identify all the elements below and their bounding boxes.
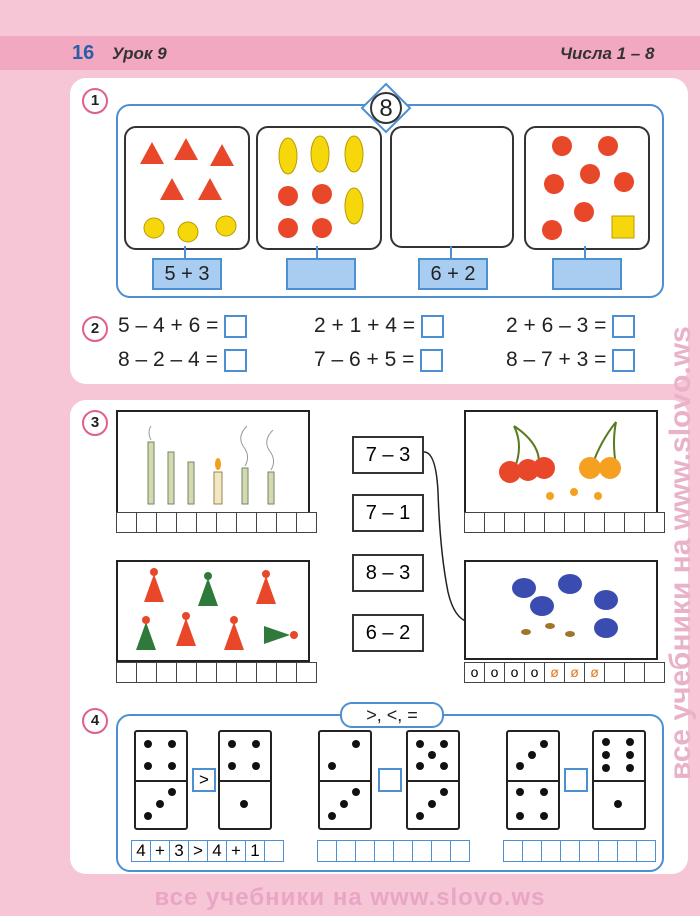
topic-title: Числа 1 – 8 xyxy=(560,44,655,63)
expression-label: 6 + 2 xyxy=(418,258,488,290)
side-watermark: все учебники на www.slovo.ws xyxy=(664,326,697,780)
candles-picture xyxy=(116,410,310,514)
task-number-3: 3 xyxy=(82,410,108,436)
domino xyxy=(592,730,646,830)
target-number: 8 xyxy=(379,95,393,122)
matching-line xyxy=(420,448,470,628)
expression-label-blank[interactable] xyxy=(286,258,356,290)
compare-box[interactable] xyxy=(564,768,588,792)
expression-box[interactable]: 8 – 3 xyxy=(352,554,424,592)
connector xyxy=(316,246,318,258)
connector xyxy=(450,246,452,258)
answer-cells[interactable] xyxy=(318,840,470,862)
expression-box[interactable]: 6 – 2 xyxy=(352,614,424,652)
expression-box[interactable]: 7 – 3 xyxy=(352,436,424,474)
signs-badge: >, <, = xyxy=(340,702,444,728)
answer-cells[interactable] xyxy=(504,840,656,862)
plums-answer-cells[interactable]: o o o o ø ø ø xyxy=(465,662,665,683)
equation: 5 – 4 + 6 = xyxy=(118,314,247,338)
cones-answer-cells[interactable] xyxy=(117,662,317,683)
answer-box[interactable] xyxy=(421,315,444,338)
candles-answer-cells[interactable] xyxy=(117,512,317,533)
written-comparison[interactable]: 4 + 3 > 4 + 1 xyxy=(132,840,284,862)
answer-box[interactable] xyxy=(420,349,443,372)
compare-box[interactable]: > xyxy=(192,768,216,792)
cones-picture xyxy=(116,560,310,662)
domino xyxy=(218,730,272,830)
task-number-1: 1 xyxy=(82,88,108,114)
cherries-answer-cells[interactable] xyxy=(465,512,665,533)
answer-box[interactable] xyxy=(612,315,635,338)
task-number-2: 2 xyxy=(82,316,108,342)
domino xyxy=(318,730,372,830)
domino xyxy=(406,730,460,830)
panel-circles-square xyxy=(524,126,650,250)
equation: 2 + 6 – 3 = xyxy=(506,314,635,338)
plums-picture xyxy=(464,560,658,660)
page-number: 16 xyxy=(72,42,95,64)
answer-box[interactable] xyxy=(612,349,635,372)
task-number-4: 4 xyxy=(82,708,108,734)
expression-label-blank[interactable] xyxy=(552,258,622,290)
equation: 8 – 2 – 4 = xyxy=(118,348,247,372)
expression-box[interactable]: 7 – 1 xyxy=(352,494,424,532)
answer-box[interactable] xyxy=(224,349,247,372)
equation: 8 – 7 + 3 = xyxy=(506,348,635,372)
panel-empty xyxy=(390,126,514,248)
answer-box[interactable] xyxy=(224,315,247,338)
panel-triangles-circles xyxy=(124,126,250,250)
domino xyxy=(134,730,188,830)
cherries-picture xyxy=(464,410,658,514)
footer-watermark: все учебники на www.slovo.ws xyxy=(154,884,546,911)
compare-box[interactable] xyxy=(378,768,402,792)
panel-ovals-circles xyxy=(256,126,382,250)
equation: 7 – 6 + 5 = xyxy=(314,348,443,372)
connector xyxy=(184,246,186,258)
domino xyxy=(506,730,560,830)
lesson-title: Урок 9 xyxy=(112,44,167,63)
connector xyxy=(584,246,586,258)
equation: 2 + 1 + 4 = xyxy=(314,314,444,338)
expression-label: 5 + 3 xyxy=(152,258,222,290)
